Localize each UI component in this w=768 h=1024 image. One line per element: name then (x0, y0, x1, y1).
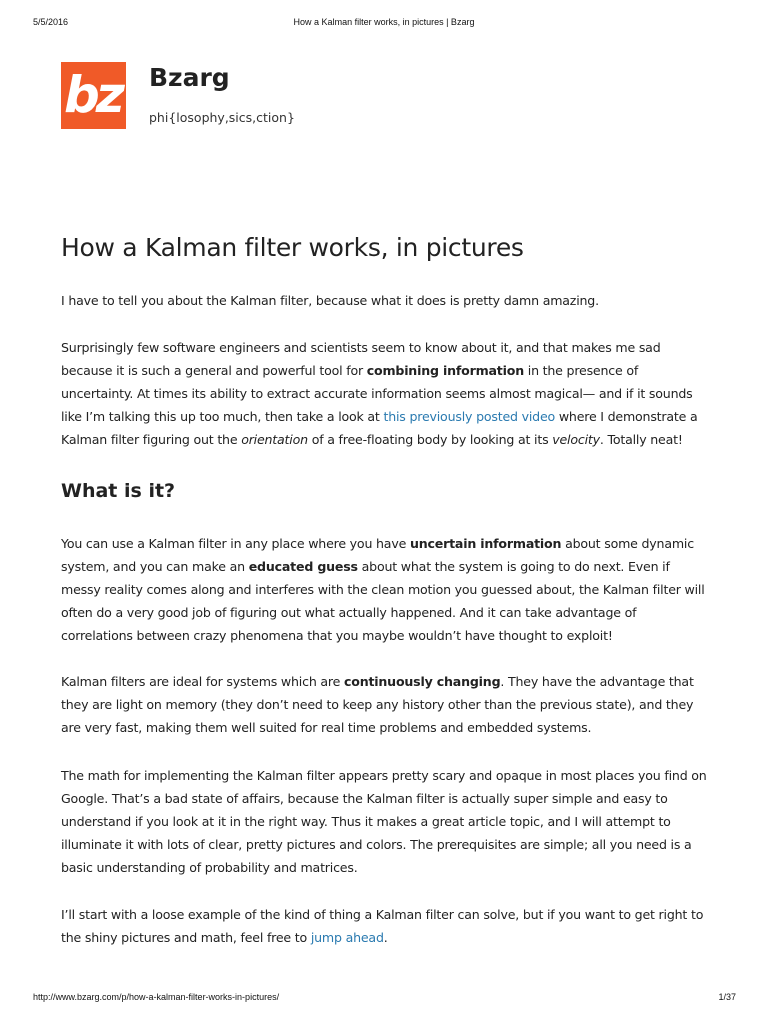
text-span: Surprisingly few software engineers and scientists seem to know about it, and that makes me sad because it is such a general and powerful tool for (61, 340, 661, 378)
section-heading: What is it? (61, 480, 176, 502)
site-tagline: phi{losophy,sics,ction} (149, 110, 295, 125)
text-span: about some dynamic system, and you can make an (61, 536, 694, 574)
text-span: . They have the advantage that they are light on memory (they don’t need to keep any history other than the previous state), and they are very fast, making them well suited for real time problems and embedded systems. (61, 674, 694, 735)
previously-posted-video-link[interactable]: this previously posted video (383, 409, 556, 424)
article-title: How a Kalman filter works, in pictures (61, 233, 524, 262)
bold-text: continuously changing (344, 674, 501, 689)
italic-text: velocity (552, 432, 600, 447)
text-span: You can use a Kalman filter in any place where you have (61, 536, 410, 551)
jump-ahead-link[interactable]: jump ahead (310, 930, 384, 945)
paragraph (61, 903, 711, 949)
site-logo[interactable] (61, 62, 126, 129)
text-span: . (383, 930, 388, 945)
intro-paragraph: I have to tell you about the Kalman filter, because what it does is pretty damn amazing. (61, 293, 599, 308)
page-number: 1/37 (718, 992, 736, 1002)
logo-text: bz (64, 66, 121, 124)
print-footer (0, 992, 768, 1006)
paragraph (61, 532, 711, 647)
paragraph (61, 670, 711, 739)
print-url: http://www.bzarg.com/p/how-a-kalman-filter-works-in-pictures/ (33, 992, 280, 1002)
paragraph (61, 336, 711, 451)
text-span: about what the system is going to do next. Even if messy reality comes along and interferes with the clean motion you guessed about, the Kalman filter will often do a very good job of figuring out what actually happened. And it can take advantage of correlations between crazy phenomena that you maybe wouldn’t have thought to exploit! (61, 559, 705, 643)
text-span: I’ll start with a loose example of the kind of thing a Kalman filter can solve, but if you want to get right to the shiny pictures and math, feel free to (61, 907, 704, 945)
print-date: 5/5/2016 (33, 17, 69, 27)
text-span: where I demonstrate a Kalman filter figuring out the (61, 409, 698, 447)
bold-text: combining information (366, 363, 524, 378)
print-header (0, 17, 768, 31)
text-span: in the presence of uncertainty. At times its ability to extract accurate information seems almost magical— and if it sounds like I’m talking this up too much, then take a look at (61, 363, 693, 424)
text-span: Kalman filters are ideal for systems which are (61, 674, 344, 689)
italic-text: orientation (241, 432, 308, 447)
text-span: . Totally neat! (599, 432, 683, 447)
site-name[interactable]: Bzarg (149, 63, 230, 92)
article (61, 228, 711, 945)
bold-text: educated guess (248, 559, 358, 574)
text-span: of a free-floating body by looking at its (307, 432, 553, 447)
paragraph: The math for implementing the Kalman filter appears pretty scary and opaque in most places you find on Google. That’s a bad state of affairs, because the Kalman filter is actually super simple and easy to understand if you look at it in the right way. Thus it makes a great article topic, and I will attempt to illuminate it with lots of clear, pretty pictures and colors. The prerequisites are simple; all you need is a basic understanding of probability and matrices. (61, 768, 707, 875)
bold-text: uncertain information (409, 536, 562, 551)
print-page-title: How a Kalman filter works, in pictures | Bzarg (293, 17, 475, 27)
